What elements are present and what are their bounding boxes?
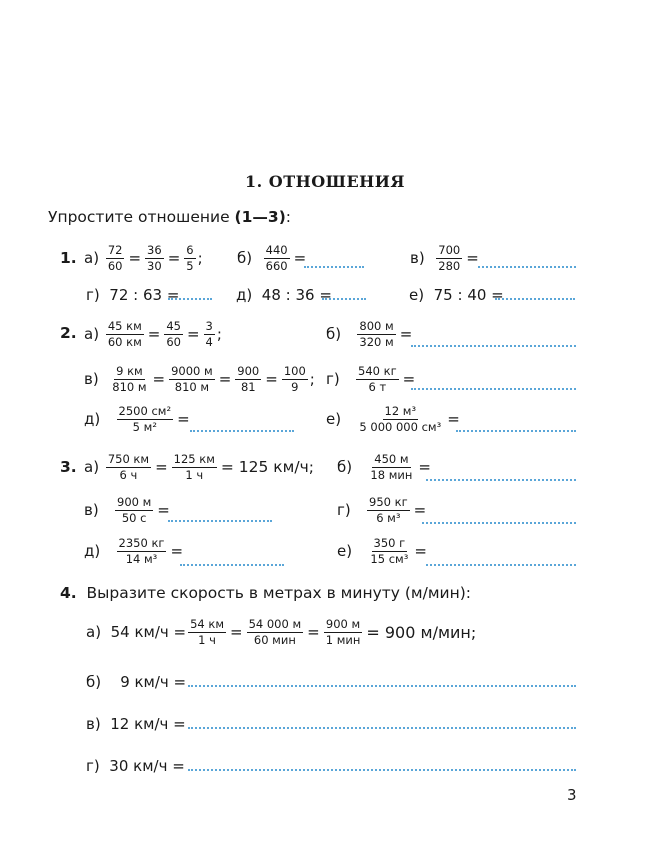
fraction: $\frac{900}{81}$ [237,364,260,394]
answer-line-3v[interactable] [168,520,272,522]
exercise-4b: б) 9 км/ч = [86,673,187,691]
fraction: $\frac{6}{5}$ [186,243,194,273]
answer-line-1e[interactable] [495,298,575,300]
exercise-3b: б) $\frac{450 м}{\text{18 мин}}$ = [337,452,431,482]
exercise-1a: а) $\frac{72}{60}$ = $\frac{36}{30}$ = $\frac{6}{5}$ ; [84,243,203,273]
fraction: $\frac{3}{4}$ [205,319,213,349]
exercise-2g: г) $\frac{540 кг}{6 т}$ = [326,364,416,394]
exercise-1-number: 1. [60,249,77,267]
exercise-4-instruction: 4. Выразите скорость в метрах в минуту (м/мин): [60,584,472,602]
exercise-3d: д) $\frac{2350 кг}{\text{14 м³}}$ = [84,536,184,566]
exercise-3e: е) $\frac{350 г}{\text{15 см³}}$ = [337,536,427,566]
answer-line-2g[interactable] [411,388,576,390]
exercise-4a: а) 54 км/ч = $\frac{54 км}{1 ч}$ = $\frac{54 000 м}{\text{60 мин}}$ = $\frac{900 м}{\text{1 мин}}$ = 900 м/мин; [86,617,477,647]
fraction: $\frac{440}{660}$ [265,243,288,273]
answer-line-1b[interactable] [304,266,364,268]
fraction: $\frac{950 кг}{\text{6 м³}}$ [369,495,408,525]
fraction: $\frac{54 км}{1 ч}$ [190,617,224,647]
exercise-3v: в) $\frac{900 м}{50 с}$ = [84,495,170,525]
exercise-2-number: 2. [60,324,77,342]
fraction: $\frac{\text{12 м³}}{\text{5 000 000 см³}}$ [359,404,442,434]
fraction: $\frac{45 км}{60 км}$ [107,319,142,349]
exercise-2e: е) $\frac{\text{12 м³}}{\text{5 000 000 см³}}$ = [326,404,460,434]
exercise-2v: в) $\frac{9 км}{810 м}$ = $\frac{9000 м}{810 м}$ = $\frac{900}{81}$ = $\frac{100}{9}$ ; [84,364,315,394]
exercise-1d: д) 48 : 36 = [236,286,332,304]
answer-line-1g[interactable] [168,298,212,300]
answer-line-2d[interactable] [190,430,294,432]
fraction: $\frac{800 м}{320 м}$ [359,319,394,349]
answer-line-3g[interactable] [422,522,576,524]
answer-line-1v[interactable] [478,266,576,268]
fraction: $\frac{125 км}{1 ч}$ [173,452,215,482]
fraction: $\frac{36}{30}$ [147,243,162,273]
answer-line-3b[interactable] [426,479,576,481]
fraction: $\frac{45}{60}$ [166,319,181,349]
exercise-2a: а) $\frac{45 км}{60 км}$ = $\frac{45}{60}$ = $\frac{3}{4}$ ; [84,319,222,349]
exercise-1e: е) 75 : 40 = [409,286,504,304]
exercise-3-number: 3. [60,458,77,476]
fraction: $\frac{9 км}{810 м}$ [112,364,147,394]
exercise-4v: в) 12 км/ч = [86,715,186,733]
fraction: $\frac{2350 кг}{\text{14 м³}}$ [118,536,165,566]
answer-line-3e[interactable] [426,564,576,566]
answer-line-1d[interactable] [322,298,366,300]
answer-line-4g[interactable] [188,769,576,771]
section-title: 1. ОТНОШЕНИЯ [245,172,405,191]
fraction: $\frac{900 м}{\text{1 мин}}$ [325,617,361,647]
fraction: $\frac{350 г}{\text{15 см³}}$ [370,536,409,566]
exercise-2b: б) $\frac{800 м}{320 м}$ = [326,319,413,349]
answer-line-3d[interactable] [180,564,284,566]
answer-line-2e[interactable] [456,430,576,432]
fraction: $\frac{450 м}{\text{18 мин}}$ [370,452,413,482]
instruction: Упростите отношение (1—3): [48,208,292,226]
fraction: $\frac{100}{9}$ [283,364,306,394]
exercise-3a: а) $\frac{750 км}{6 ч}$ = $\frac{125 км}{1 ч}$ = 125 км/ч; [84,452,314,482]
answer-line-4v[interactable] [188,727,576,729]
fraction: $\frac{750 км}{6 ч}$ [107,452,150,482]
answer-line-4b[interactable] [188,685,576,687]
fraction: $\frac{54 000 м}{\text{60 мин}}$ [248,617,302,647]
answer-line-2b[interactable] [411,345,576,347]
fraction: $\frac{700}{280}$ [438,243,461,273]
exercise-2d: д) $\frac{\text{2500 см²}}{\text{5 м²}}$ = [84,404,190,434]
exercise-4g: г) 30 км/ч = [86,757,185,775]
exercise-3g: г) $\frac{950 кг}{\text{6 м³}}$ = [337,495,427,525]
exercise-1b: б) $\frac{440}{660}$ = [237,243,307,273]
fraction: $\frac{72}{60}$ [107,243,123,273]
fraction: $\frac{9000 м}{810 м}$ [171,364,213,394]
exercise-1v: в) $\frac{700}{280}$ = [410,243,479,273]
fraction: $\frac{\text{2500 см²}}{\text{5 м²}}$ [118,404,172,434]
exercise-1g: г) 72 : 63 = [86,286,180,304]
page-number: 3 [567,786,577,804]
fraction: $\frac{540 кг}{6 т}$ [358,364,397,394]
fraction: $\frac{900 м}{50 с}$ [117,495,152,525]
